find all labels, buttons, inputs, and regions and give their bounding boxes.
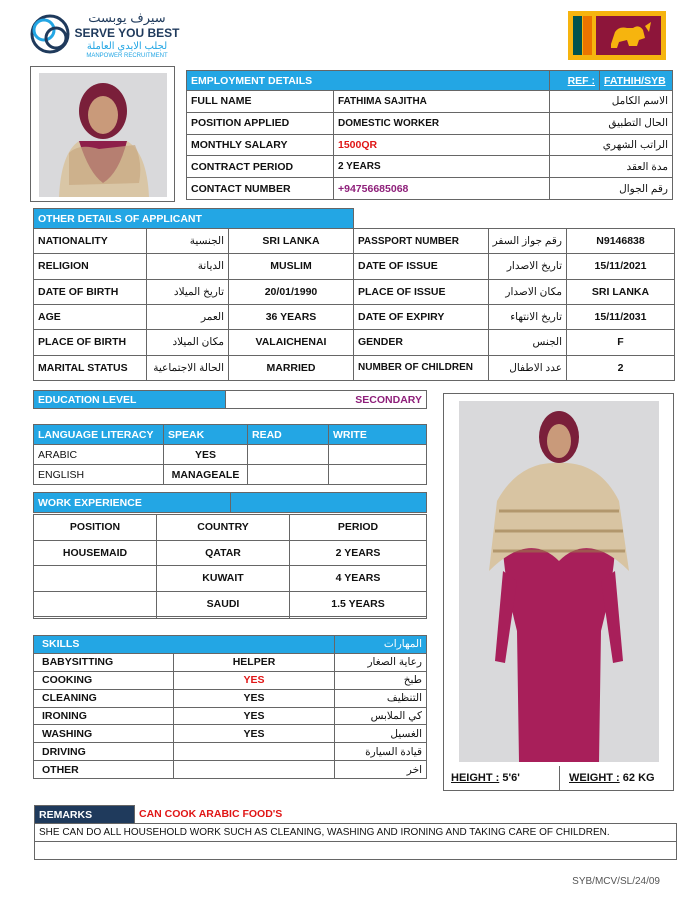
education-level-value: SECONDARY: [226, 391, 427, 409]
nationality-arabic: الجنسية: [147, 229, 229, 254]
skill-arabic: التنظيف: [335, 689, 427, 707]
place-of-birth-arabic: مكان الميلاد: [147, 330, 229, 355]
language-name: ARABIC: [34, 445, 164, 465]
skill-value: YES: [174, 689, 335, 707]
country-header: COUNTRY: [157, 515, 290, 541]
skill-arabic: الغسيل: [335, 725, 427, 743]
sri-lanka-flag: [568, 11, 666, 60]
language-write: [329, 465, 427, 485]
date-of-issue-label: DATE OF ISSUE: [354, 254, 489, 279]
age-label: AGE: [34, 304, 147, 329]
skill-name: CLEANING: [34, 689, 174, 707]
logo-sub: MANPOWER RECRUITMENT: [86, 53, 168, 59]
work-experience-title-bar: [33, 492, 426, 513]
contract-period-arabic: مدة العقد: [550, 156, 673, 178]
contract-period-value: 2 YEARS: [334, 156, 550, 178]
gender-arabic: الجنس: [489, 330, 567, 355]
education-level-label: EDUCATION LEVEL: [34, 391, 226, 409]
contract-period-label: CONTRACT PERIOD: [187, 156, 334, 178]
document-code: SYB/MCV/SL/24/09: [572, 876, 660, 887]
work-position: HOUSEMAID: [34, 540, 157, 566]
contact-number-value: +94756685068: [334, 178, 550, 200]
skill-name: BABYSITTING: [34, 653, 174, 671]
work-period: [290, 617, 427, 619]
period-header: PERIOD: [290, 515, 427, 541]
skill-value: [174, 761, 335, 779]
passport-number-label: PASSPORT NUMBER: [354, 229, 489, 254]
remarks-label: REMARKS: [35, 806, 135, 824]
applicant-photo-portrait-frame: [30, 66, 175, 202]
skill-value: YES: [174, 707, 335, 725]
language-read: [248, 445, 329, 465]
full-name-label: FULL NAME: [187, 91, 334, 113]
remarks-table: [34, 805, 676, 860]
logo-arabic-name: سيرف يوبست: [88, 10, 166, 25]
weight-field: [569, 772, 655, 784]
language-write: [329, 445, 427, 465]
number-of-children-label: NUMBER OF CHILDREN: [354, 355, 489, 380]
marital-status-arabic: الحالة الاجتماعية: [147, 355, 229, 380]
date-of-issue-value: 15/11/2021: [567, 254, 675, 279]
skill-arabic: رعاية الصغار: [335, 653, 427, 671]
logo-rings-icon: [28, 10, 72, 58]
date-of-birth-label: DATE OF BIRTH: [34, 279, 147, 304]
company-logo: [28, 10, 178, 62]
position-applied-label: POSITION APPLIED: [187, 112, 334, 134]
skill-arabic: اخر: [335, 761, 427, 779]
language-literacy-header: LANGUAGE LITERACY: [34, 425, 164, 445]
other-details-table: [33, 208, 674, 381]
monthly-salary-arabic: الراتب الشهري: [550, 134, 673, 156]
ref-value: FATHIH/SYB: [600, 71, 673, 91]
remarks-text: SHE CAN DO ALL HOUSEHOLD WORK SUCH AS CLEANING, WASHING AND IRONING AND TAKING CARE OF CHILDREN.: [35, 824, 677, 842]
skill-name: COOKING: [34, 671, 174, 689]
number-of-children-value: 2: [567, 355, 675, 380]
other-details-title: OTHER DETAILS OF APPLICANT: [34, 209, 354, 229]
employment-details-table: [186, 70, 672, 200]
monthly-salary-label: MONTHLY SALARY: [187, 134, 334, 156]
work-country: SAUDI: [157, 591, 290, 617]
work-country: QATAR: [157, 540, 290, 566]
place-of-birth-value: VALAICHENAI: [229, 330, 354, 355]
date-of-expiry-value: 15/11/2031: [567, 304, 675, 329]
full-name-arabic: الاسم الكامل: [550, 91, 673, 113]
applicant-photo-full: [459, 401, 659, 762]
date-of-issue-arabic: تاريخ الاصدار: [489, 254, 567, 279]
work-position: [34, 617, 157, 619]
language-name: ENGLISH: [34, 465, 164, 485]
remarks-highlight: CAN COOK ARABIC FOOD'S: [135, 806, 677, 824]
work-position: [34, 566, 157, 592]
religion-arabic: الديانة: [147, 254, 229, 279]
age-arabic: العمر: [147, 304, 229, 329]
skills-title: SKILLS: [34, 636, 335, 654]
place-of-issue-arabic: مكان الاصدار: [489, 279, 567, 304]
applicant-photo-portrait: [39, 73, 167, 197]
contact-number-arabic: رقم الجوال: [550, 178, 673, 200]
skill-arabic: كي الملابس: [335, 707, 427, 725]
skill-name: IRONING: [34, 707, 174, 725]
full-name-value: FATHIMA SAJITHA: [334, 91, 550, 113]
ref-label: REF :: [550, 71, 600, 91]
work-country: KUWAIT: [157, 566, 290, 592]
work-experience-title: WORK EXPERIENCE: [34, 493, 231, 513]
skill-name: WASHING: [34, 725, 174, 743]
language-literacy-table: [33, 424, 426, 485]
skill-name: OTHER: [34, 761, 174, 779]
read-header: READ: [248, 425, 329, 445]
passport-number-value: N9146838: [567, 229, 675, 254]
skills-table: [33, 635, 426, 779]
age-value: 36 YEARS: [229, 304, 354, 329]
height-label: HEIGHT :: [451, 772, 500, 784]
employment-details-title: EMPLOYMENT DETAILS: [187, 71, 550, 91]
place-of-birth-label: PLACE OF BIRTH: [34, 330, 147, 355]
gender-value: F: [567, 330, 675, 355]
logo-name: SERVE YOU BEST: [74, 26, 180, 40]
gender-label: GENDER: [354, 330, 489, 355]
weight-label: WEIGHT :: [569, 772, 620, 784]
language-read: [248, 465, 329, 485]
marital-status-label: MARITAL STATUS: [34, 355, 147, 380]
skill-arabic: قيادة السيارة: [335, 743, 427, 761]
date-of-birth-arabic: تاريخ الميلاد: [147, 279, 229, 304]
skills-title-arabic: المهارات: [335, 636, 427, 654]
skill-name: DRIVING: [34, 743, 174, 761]
religion-value: MUSLIM: [229, 254, 354, 279]
weight-value: 62 KG: [622, 772, 655, 784]
write-header: WRITE: [329, 425, 427, 445]
speak-header: SPEAK: [164, 425, 248, 445]
date-of-birth-value: 20/01/1990: [229, 279, 354, 304]
lion-icon: [599, 18, 659, 54]
applicant-photo-full-frame: [443, 393, 674, 791]
education-level-row: [33, 390, 426, 409]
place-of-issue-value: SRI LANKA: [567, 279, 675, 304]
height-field: [451, 772, 520, 784]
contact-number-label: CONTACT NUMBER: [187, 178, 334, 200]
work-position: [34, 591, 157, 617]
work-period: 1.5 YEARS: [290, 591, 427, 617]
place-of-issue-label: PLACE OF ISSUE: [354, 279, 489, 304]
height-value: 5'6': [502, 772, 520, 784]
skill-arabic: طبخ: [335, 671, 427, 689]
work-period: 2 YEARS: [290, 540, 427, 566]
monthly-salary-value: 1500QR: [334, 134, 550, 156]
logo-arabic-sub: لجلب الايدي العاملة: [86, 41, 168, 52]
date-of-expiry-arabic: تاريخ الانتهاء: [489, 304, 567, 329]
language-speak: YES: [164, 445, 248, 465]
position-applied-arabic: الحال التطبيق: [550, 112, 673, 134]
number-of-children-arabic: عدد الاطفال: [489, 355, 567, 380]
religion-label: RELIGION: [34, 254, 147, 279]
passport-number-arabic: رقم جواز السفر: [489, 229, 567, 254]
marital-status-value: MARRIED: [229, 355, 354, 380]
skill-value: HELPER: [174, 653, 335, 671]
skill-value: [174, 743, 335, 761]
nationality-label: NATIONALITY: [34, 229, 147, 254]
date-of-expiry-label: DATE OF EXPIRY: [354, 304, 489, 329]
position-applied-value: DOMESTIC WORKER: [334, 112, 550, 134]
skill-value: YES: [174, 671, 335, 689]
work-experience-table: [33, 514, 426, 619]
work-period: 4 YEARS: [290, 566, 427, 592]
position-header: POSITION: [34, 515, 157, 541]
work-country: [157, 617, 290, 619]
nationality-value: SRI LANKA: [229, 229, 354, 254]
language-speak: MANAGEALE: [164, 465, 248, 485]
skill-value: YES: [174, 725, 335, 743]
